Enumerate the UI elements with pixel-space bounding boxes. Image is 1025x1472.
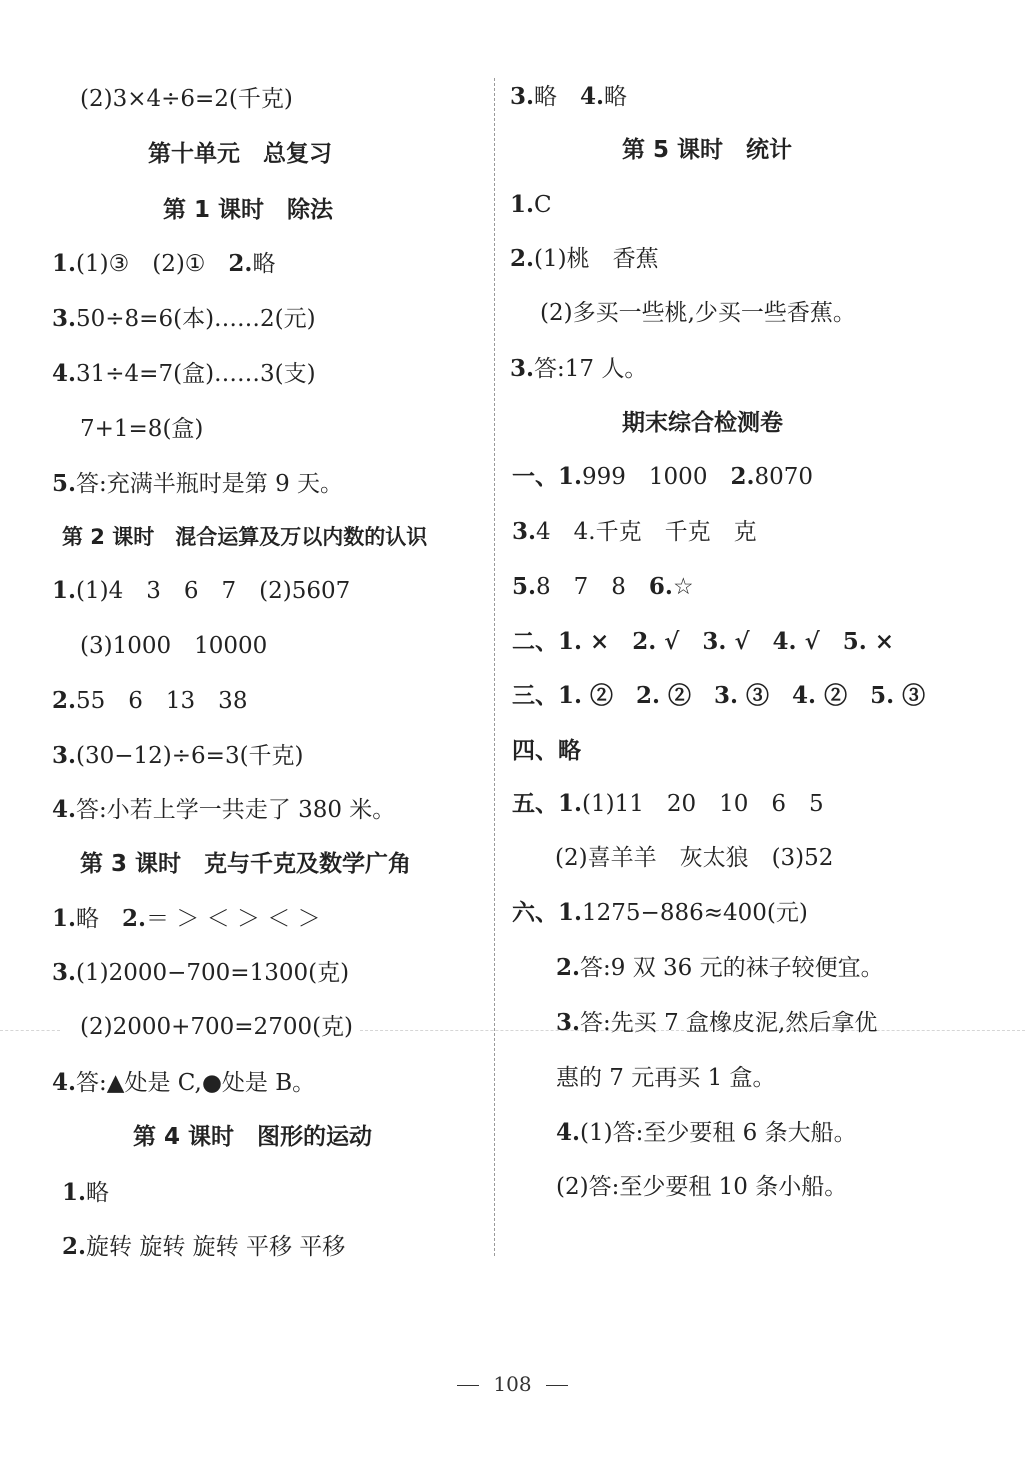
- answer-text: 4 4.千克 千克 克: [536, 519, 757, 545]
- item-number: 五、1.: [512, 790, 583, 817]
- footer-dash: [457, 1385, 479, 1386]
- item-number: 5.: [52, 470, 77, 497]
- item-number: 4.: [580, 83, 605, 110]
- answer-text: (1)2000−700=1300(克): [76, 960, 350, 986]
- item-number: 5.: [512, 573, 537, 600]
- answer-line: [510, 244, 659, 274]
- answer-line: 7+1=8(盒): [80, 416, 204, 442]
- item-number: 2.: [510, 245, 535, 272]
- item-number: 6.: [648, 573, 673, 600]
- item-number: 一、1.: [512, 463, 583, 490]
- answer-line: [556, 1118, 857, 1148]
- answer-line: 三、1. ② 2. ② 3. ③ 4. ② 5. ③: [512, 682, 926, 709]
- item-number: 3.: [510, 83, 535, 110]
- answer-text: 答:小若上学一共走了 380 米。: [76, 797, 396, 823]
- answer-text: 999 1000: [582, 464, 731, 490]
- footer-dash: [546, 1385, 568, 1386]
- item-number: 4.: [52, 796, 77, 823]
- item-number: 4.: [52, 360, 77, 387]
- answer-text: (1)答:至少要租 6 条大船。: [580, 1120, 857, 1146]
- item-number: 2.: [122, 905, 147, 932]
- answer-text: 答:9 双 36 元的袜子较便宜。: [580, 955, 884, 981]
- section-heading-lesson: 第 4 课时 图形的运动: [133, 1124, 373, 1150]
- answer-text: (1)11 20 10 6 5: [582, 791, 824, 817]
- item-number: 3.: [510, 355, 535, 382]
- item-number: 3.: [52, 742, 77, 769]
- item-number: 2.: [228, 250, 253, 277]
- answer-text: ＝ ＞ ＜ ＞ ＜ ＞: [146, 906, 321, 932]
- section-heading-lesson: 第 5 课时 统计: [622, 137, 793, 163]
- answer-line: 四、略: [512, 737, 581, 764]
- answer-line: [512, 462, 813, 492]
- item-number: 3.: [512, 518, 537, 545]
- answer-line: [52, 958, 349, 988]
- answer-text: 8 7 8: [536, 574, 649, 600]
- answer-line: [512, 517, 757, 547]
- answer-text: C: [534, 192, 552, 218]
- answer-line: 惠的 7 元再买 1 盒。: [556, 1065, 776, 1091]
- item-number: 1.: [510, 191, 535, 218]
- item-number: 1.: [52, 577, 77, 604]
- answer-text: 答:先买 7 盒橡皮泥,然后拿优: [580, 1010, 878, 1036]
- answer-text: ☆: [672, 574, 694, 600]
- answer-line: [52, 469, 343, 499]
- answer-line: [512, 789, 824, 819]
- answer-line: [556, 1008, 877, 1038]
- item-number: 2.: [62, 1233, 87, 1260]
- page-footer: [0, 1372, 1025, 1396]
- answer-line: [52, 686, 247, 716]
- answer-line: [510, 82, 627, 112]
- answer-line: (3)1000 10000: [80, 633, 268, 659]
- answer-line: [52, 741, 304, 771]
- answer-line: [512, 898, 808, 928]
- answer-text: 1275−886≈400(元): [582, 900, 808, 926]
- answer-line: [510, 354, 647, 384]
- answer-line: [52, 249, 275, 279]
- answer-line: [510, 190, 552, 220]
- answer-text: 答:充满半瓶时是第 9 天。: [76, 471, 344, 497]
- item-number: 2.: [730, 463, 755, 490]
- answer-line: [52, 1068, 315, 1098]
- item-number: 3.: [52, 305, 77, 332]
- section-heading-lesson: 第 3 课时 克与千克及数学广角: [80, 851, 412, 877]
- answer-line: (2)3×4÷6=2(千克): [80, 86, 293, 112]
- item-number: 2.: [52, 687, 77, 714]
- answer-line: (2)多买一些桃,少买一些香蕉。: [540, 300, 856, 326]
- answer-line: [52, 304, 316, 334]
- answer-line: [52, 359, 316, 389]
- item-number: 3.: [52, 959, 77, 986]
- item-number: 4.: [556, 1119, 581, 1146]
- answer-text: 8070: [754, 464, 814, 490]
- answer-text: 31÷4=7(盒)……3(支): [76, 361, 316, 387]
- section-heading-unit: 第十单元 总复习: [148, 141, 332, 167]
- scan-artifact-line: [0, 1030, 60, 1031]
- answer-line: (2)2000+700=2700(克): [80, 1014, 354, 1040]
- answer-line: [62, 1178, 109, 1208]
- answer-text: (30−12)÷6=3(千克): [76, 743, 304, 769]
- item-number: 2.: [556, 954, 581, 981]
- answer-line: 二、1. × 2. √ 3. √ 4. √ 5. ×: [512, 628, 894, 655]
- answer-line: (2)喜羊羊 灰太狼 (3)52: [555, 845, 834, 871]
- column-divider: [494, 78, 495, 1256]
- answer-text: 略: [252, 251, 276, 277]
- section-heading-lesson: 第 2 课时 混合运算及万以内数的认识: [62, 525, 428, 549]
- item-number: 1.: [52, 905, 77, 932]
- answer-line: [556, 953, 884, 983]
- answer-line: (2)答:至少要租 10 条小船。: [556, 1174, 848, 1200]
- item-number: 4.: [52, 1069, 77, 1096]
- answer-line: [52, 795, 395, 825]
- answer-text: (1)桃 香蕉: [534, 246, 659, 272]
- item-number: 1.: [52, 250, 77, 277]
- answer-text: (1)③ (2)①: [76, 251, 229, 277]
- item-number: 3.: [556, 1009, 581, 1036]
- section-heading-exam: 期末综合检测卷: [622, 410, 783, 436]
- answer-text: 旋转 旋转 旋转 平移 平移: [86, 1234, 346, 1260]
- answer-text: 略: [534, 84, 581, 110]
- answer-line: [512, 572, 694, 602]
- answer-text: (1)4 3 6 7 (2)5607: [76, 578, 351, 604]
- answer-text: 答:17 人。: [534, 356, 648, 382]
- answer-text: 略: [604, 84, 628, 110]
- item-number: 六、1.: [512, 899, 583, 926]
- answer-text: 55 6 13 38: [76, 688, 248, 714]
- answer-text: 答:▲处是 C,●处是 B。: [76, 1070, 316, 1096]
- answer-text: 略: [86, 1180, 110, 1206]
- item-number: 1.: [62, 1179, 87, 1206]
- section-heading-lesson: 第 1 课时 除法: [163, 197, 334, 223]
- answer-line: [52, 904, 321, 934]
- answer-text: 50÷8=6(本)……2(元): [76, 306, 316, 332]
- page-number: 108: [493, 1372, 532, 1396]
- answer-line: [62, 1232, 345, 1262]
- answer-text: 略: [76, 906, 123, 932]
- answer-line: [52, 576, 350, 606]
